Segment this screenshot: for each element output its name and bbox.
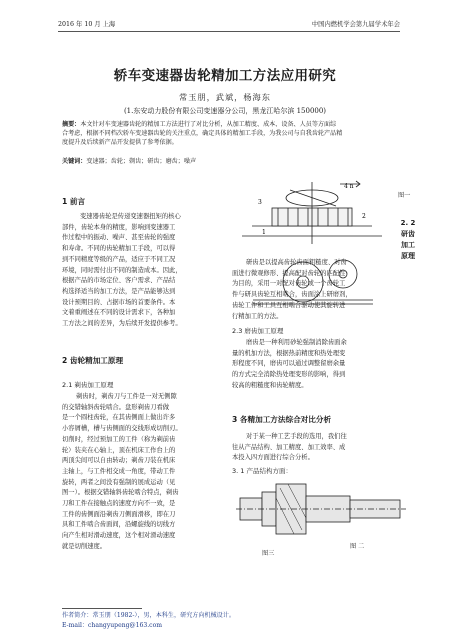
s3-line: 本投入四方面进行综合分析。 — [232, 454, 314, 462]
s21-line: 刀和工件在接触点的速度方向不一致，是 — [62, 500, 176, 508]
header-rule — [58, 31, 400, 32]
keywords-text: 变速器；齿轮；剃齿；研齿；磨齿；噪声 — [86, 158, 197, 165]
abstract-line-2: 合考虑，根据不同档次轿车变速器齿轮的关注重点，确定具体的精加工手段，为我公司与自我齿轮产品精 — [62, 130, 343, 138]
s22-title-part: 原理 — [401, 252, 415, 260]
s1-line: 部件，齿轮本身的精度，影响到变速器工 — [62, 223, 176, 231]
section-2-title: 2 齿轮精加工原理 — [62, 356, 124, 365]
s21-line: 具和工件啮合齿面间，沿螺旋线的切线方 — [62, 521, 176, 529]
footnote-rule — [62, 608, 142, 609]
header-right: 中国内燃机学会第九届学术年会 — [311, 21, 400, 28]
s1-line: 作过程中的振动、噪声、甚至齿轮的强度 — [62, 234, 176, 242]
s21-line: 向产生相对滑动速度，这个相对滑动速度 — [62, 532, 176, 540]
fig1-label-3: 3 — [258, 199, 262, 206]
s22-line: 齿轮工件和工具互相啮合驱动使其旋转进 — [232, 301, 346, 309]
s21-line: 就是切削速度。 — [62, 542, 107, 550]
s21-line: 的交错轴斜齿轮啮合。盘形剃齿刀看做 — [62, 403, 170, 411]
abstract-line-3: 度提升及后续新产品开发提供了参考依据。 — [62, 139, 178, 147]
s22-line: 为目的，采用一对配对齿轮或一个齿轮工 — [232, 280, 346, 288]
abstract-line-1: 本文针对车变速器齿轮的精加工方法进行了对比分析，从加工精度、成本、设备、人员等方面综 — [80, 121, 337, 128]
s22-title-part: 加工 — [401, 241, 415, 249]
authors: 常玉朋，武斌，杨海东 — [179, 92, 271, 102]
figure-1-caption: 图一 — [398, 192, 411, 199]
s23-line: 量的机加方法，根据热前精度和热处理变 — [232, 349, 346, 357]
s1-line: 工方法之间的差异，为后续开发提供参考。 — [62, 320, 182, 328]
paper-title: 轿车变速器齿轮精加工方法应用研究 — [113, 68, 337, 84]
affiliation: (1.东安动力股份有限公司变速器分公司，黑龙江哈尔滨 150000) — [123, 107, 327, 115]
s1-line: 和寿命。不同的齿轮精加工手段，可以得 — [62, 245, 176, 253]
s21-line: 剃齿时，剃齿刀与工件是一对无侧隙 — [76, 393, 177, 400]
s21-line: 切削时，经过预加工的工件（称为剃前齿 — [62, 435, 176, 443]
section-1-title: 1 前言 — [62, 197, 86, 206]
section-3-1-title: 3. 1 产品结构方面： — [232, 467, 292, 475]
footnote-author: 作者简介：常玉朋（1982-），男，本科生，研究方向机械设计。 — [62, 612, 235, 619]
s21-line: 图一）。根据交错轴斜齿轮啮合特点，剃齿 — [62, 489, 179, 497]
section-1-body — [62, 212, 217, 330]
s22-title-part: 研齿 — [401, 230, 415, 238]
s1-line: 构选择适当的加工方法，是产品能够达到 — [62, 287, 176, 295]
fig1-label-1: 1 — [262, 229, 266, 236]
s1-line: 设计预期目的、占据市场的首要条件。本 — [62, 298, 176, 306]
header-left: 2016 年 10 月 上海 — [58, 21, 116, 28]
s21-line: 工件的齿侧面沿剃齿刀侧面滑移，即在刀 — [62, 510, 176, 518]
figure-1-shaving-diagram — [232, 178, 392, 250]
s22-line: 面进行微观修形、提高配对齿轮的匹配性 — [232, 269, 346, 277]
keywords-label: 关键词： — [62, 158, 87, 165]
s22-title-part: 2. 2 — [400, 219, 416, 227]
section-3-title: 3 各精加工方法综合对比分析 — [232, 415, 332, 424]
s1-line: 到不同精度等级的产品，适应于不同工况 — [62, 255, 176, 263]
s21-line: 旋转，两者之间没有强制的展成运动（见 — [62, 478, 176, 486]
keywords — [62, 156, 392, 165]
s23-line: 形程度不同，磨齿可以通过调整留磨余量 — [232, 360, 346, 368]
s21-line: 是一个圆柱齿轮，在其齿侧面上做出许多 — [62, 414, 176, 422]
figure-3-part-section — [236, 478, 406, 540]
s1-line: 根据产品的市场定位、客户需求、产品结 — [62, 277, 176, 285]
s23-line: 的方式完全消除热处理变形的影响，得到 — [232, 371, 346, 379]
section-2-1-body — [62, 392, 217, 553]
figure-2-caption: 图 二 — [350, 543, 365, 550]
section-3-body — [232, 432, 392, 464]
section-2-3-title: 2.3 磨齿加工原理 — [232, 327, 284, 335]
section-2-2-title — [400, 218, 416, 262]
s21-line: 主轴上，与工件相交成一角度，带动工件 — [62, 467, 176, 475]
s23-line: 磨齿是一种利用砂轮强制消除齿面余 — [246, 339, 347, 346]
s21-line: 两顶尖间可以自由转动；剃齿刀装在机床 — [62, 457, 176, 465]
footnote-email[interactable]: E-mail：changyupeng@163.com — [62, 622, 163, 629]
s3-line: 对于某一种工艺手段的选用，我们往 — [246, 433, 347, 440]
s22-line: 行精加工的方法。 — [232, 312, 283, 320]
s23-line: 较高的粗糙度和齿轮精度。 — [232, 381, 308, 389]
section-2-3-body — [232, 338, 392, 392]
s21-line: 轮）装夹在心轴上，顶在机床工作台上的 — [62, 446, 176, 454]
s3-line: 往从产品结构、加工精度、加工效率、成 — [232, 443, 346, 451]
fig1-label-n: 4 n — [344, 183, 354, 190]
figure-3-caption: 图三 — [262, 550, 275, 557]
s1-line: 变速器齿轮是传递变速器扭矩的核心 — [80, 213, 181, 220]
abstract-label: 摘要： — [62, 121, 81, 128]
section-2-1-title: 2.1 剃齿加工原理 — [62, 381, 114, 389]
s1-line: 环境，同时需付出不同的制造成本。因此， — [62, 266, 182, 274]
abstract — [62, 120, 392, 148]
s22-line: 件与研具齿轮互相啮合，齿面涂上研磨剂， — [232, 291, 352, 299]
s22-line: 研齿是以提高齿轮齿面粗糙度、对齿 — [246, 259, 347, 266]
section-2-2-body — [232, 258, 392, 322]
fig1-label-2: 2 — [362, 213, 366, 220]
s1-line: 文着重阐述在不同的设计需求下，各种加 — [62, 309, 176, 317]
s21-line: 小容屑槽，槽与齿侧面的交线形成切削刃。 — [62, 425, 182, 433]
